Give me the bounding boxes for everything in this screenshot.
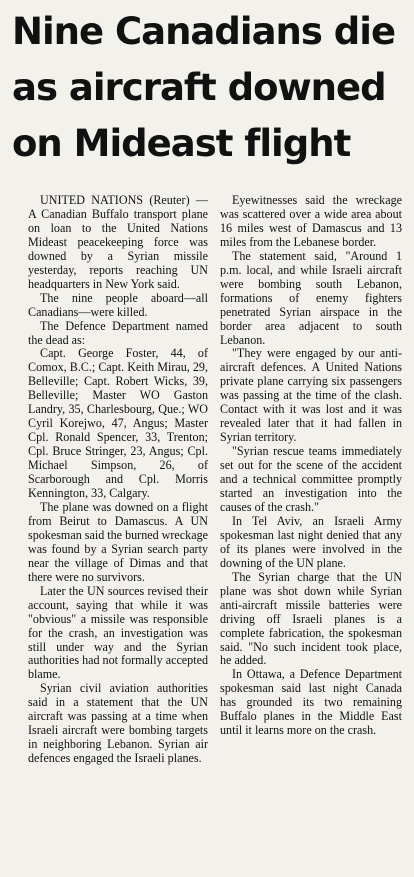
paragraph-victims-list: Capt. George Foster, 44, of Comox, B.C.; Capt. Keith Mirau, 29, Belleville; Capt. Robert Wicks, 39, Belleville; Master WO Gaston Landry, 35, Charlesbourg, Que.; WO Cyril Korejwo, 47, Angus; Master Cpl. Ronald Spencer, 33, Trenton; Cpl. Bruce Stringer, 23, Angus; Cpl. Michael Simpson, 26, of Scarborough and Cpl. Morris Kennington, 33, Calgary. [28,346,208,501]
paragraph-dateline: UNITED NATIONS (Reuter) — A Canadian Buffalo transport plane on loan to the United Nations Mideast peacekeeping force was downed by a Syrian missile yesterday, reports reaching UN headquarters in New York said. [28,193,208,291]
article-column-right [220,194,402,738]
headline-line-1: Nine Canadians die [12,10,396,53]
paragraph: The plane was downed on a flight from Beirut to Damascus. A UN spokesman said the burned wreckage was found by a Syrian search party near the village of Dimas and that there were no survivors. [28,499,209,584]
headline-line-3: on Mideast flight [12,122,351,165]
headline-line-2: as aircraft downed [12,66,386,109]
paragraph: In Tel Aviv, an Israeli Army spokesman last night denied that any of its planes were involved in the downing of the UN plane. [220,513,402,570]
paragraph: "They were engaged by our anti-aircraft defences. A United Nations private plane carrying six passengers was passing at the time of the clash. Contact with it was lost and it was revealed later that it had fallen in Syrian territory. [220,346,402,445]
paragraph: Eyewitnesses said the wreckage was scattered over a wide area about 16 miles west of Damascus and 13 miles from the Lebanese border. [220,193,402,249]
article-column-left [28,194,208,766]
paragraph: "Syrian rescue teams immediately set out for the scene of the accident and a technical committee promptly started an investigation into the causes of the crash." [220,444,402,514]
paragraph: The Defence Department named the dead as: [28,318,208,347]
paragraph: In Ottawa, a Defence Department spokesman said last night Canada has grounded its two remaining Buffalo planes in the Middle East until it learns more on the crash. [220,667,402,738]
paragraph: Later the UN sources revised their account, saying that while it was "obvious" a missile was responsible for the crash, an investigation was still under way and the Syrian authorities had not formally accepted blame. [28,583,208,682]
paragraph: The nine people aboard—all Canadians—were killed. [28,290,208,319]
headline [12,4,408,172]
paragraph: The Syrian charge that the UN plane was shot down while Syrian anti-aircraft missile batteries were driving off Israeli planes is a complete fabrication, the spokesman said. "No such incident took place, he added. [220,569,402,668]
paragraph: The statement said, "Around 1 p.m. local, and while Israeli aircraft were bombing south Lebanon, formations of enemy fighters penetrated Syrian airspace in the border area adjacent to south Lebanon. [220,248,402,347]
paragraph: Syrian civil aviation authorities said in a statement that the UN aircraft was passing at a time when Israeli aircraft were bombing targets in neighboring Lebanon. Syrian air defences engaged the Israeli planes. [28,681,208,766]
